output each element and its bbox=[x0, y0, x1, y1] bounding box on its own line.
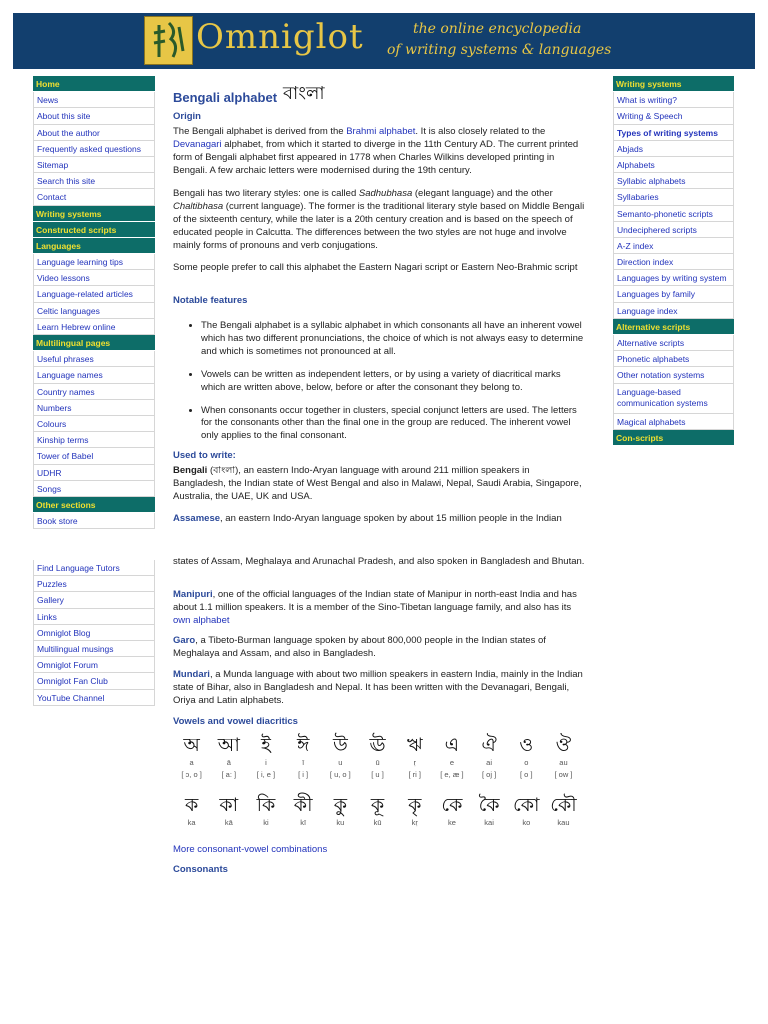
diacritic-cell bbox=[322, 795, 359, 829]
bengali-glyph: ঈ bbox=[296, 735, 310, 756]
bengali-glyph: কে bbox=[441, 795, 463, 816]
assamese-link[interactable]: Assamese bbox=[173, 513, 221, 524]
brahmi-alphabet-link[interactable]: Brahmi alphabet bbox=[346, 126, 416, 137]
transliteration: kai bbox=[484, 818, 494, 827]
tagline-line-1: the online encyclopedia bbox=[413, 21, 582, 37]
nav-item-search-this-site[interactable]: Search this site bbox=[33, 173, 155, 189]
nav-item-a-z-index[interactable]: A-Z index bbox=[613, 238, 734, 254]
nav-section-alternative-scripts[interactable]: Alternative scripts bbox=[613, 319, 734, 335]
ipa-pronunciation: [ u ] bbox=[371, 770, 384, 779]
nav-item-language-based-communication-systems[interactable]: Language-based communication systems bbox=[613, 384, 734, 414]
nav-item-about-this-site[interactable]: About this site bbox=[33, 108, 155, 124]
nav-item-find-language-tutors[interactable]: Find Language Tutors bbox=[33, 560, 155, 576]
site-name[interactable]: Omniglot bbox=[196, 17, 364, 57]
nav-item-celtic-languages[interactable]: Celtic languages bbox=[33, 303, 155, 319]
feature-item: • When consonants occur together in clusters, special conjunct letters are used. The letters for the consonants other than the final one in the group are reduced. The inherent vowel only applies to the final consonant. bbox=[201, 405, 585, 444]
tagline-line-2: of writing systems & languages bbox=[387, 42, 612, 58]
diacritic-cell bbox=[508, 795, 545, 829]
vowel-cell bbox=[545, 735, 582, 781]
ipa-pronunciation: [ u, o ] bbox=[329, 770, 351, 779]
bengali-glyph: এ bbox=[444, 735, 460, 756]
nav-item-useful-phrases[interactable]: Useful phrases bbox=[33, 351, 155, 367]
bengali-glyph: ই bbox=[261, 735, 271, 756]
nav-item-contact[interactable]: Contact bbox=[33, 189, 155, 205]
bengali-glyph: কৈ bbox=[478, 795, 500, 816]
garo-link[interactable]: Garo bbox=[173, 635, 196, 646]
nav-item-multilingual-musings[interactable]: Multilingual musings bbox=[33, 641, 155, 657]
nav-item-languages-by-family[interactable]: Languages by family bbox=[613, 286, 734, 302]
features-list bbox=[173, 320, 585, 453]
nav-item-kinship-terms[interactable]: Kinship terms bbox=[33, 432, 155, 448]
assamese-text-line-1: , an eastern Indo-Aryan language spoken by about 15 million people in the Indian bbox=[220, 513, 562, 524]
nav-item-frequently-asked-questions[interactable]: Frequently asked questions bbox=[33, 141, 155, 157]
transliteration: ū bbox=[375, 758, 380, 767]
nav-section-constructed-scripts[interactable]: Constructed scripts bbox=[33, 222, 155, 238]
ipa-pronunciation: [ o ] bbox=[520, 770, 533, 779]
transliteration: ī bbox=[302, 758, 305, 767]
nav-item-book-store[interactable]: Book store bbox=[33, 513, 155, 529]
nav-item-other-notation-systems[interactable]: Other notation systems bbox=[613, 367, 734, 383]
transliteration: kū bbox=[373, 818, 382, 827]
nav-item-puzzles[interactable]: Puzzles bbox=[33, 576, 155, 592]
diacritic-cell bbox=[285, 795, 322, 829]
transliteration: a bbox=[189, 758, 194, 767]
left-nav-primary bbox=[33, 76, 155, 529]
nav-item-what-is-writing[interactable]: What is writing? bbox=[613, 92, 734, 108]
transliteration: ke bbox=[447, 818, 456, 827]
nav-item-news[interactable]: News bbox=[33, 92, 155, 108]
diacritic-cell bbox=[471, 795, 508, 829]
bengali-glyph: কা bbox=[219, 795, 239, 816]
bengali-glyph: অ bbox=[183, 735, 200, 756]
bengali-glyph: কো bbox=[513, 795, 540, 816]
manipuri-text: , one of the official languages of the Indian state of Manipur in north-east India and has about 1.1 million speakers. It is a member of the Sino-Tibetan language family, and also has its bbox=[173, 589, 577, 613]
transliteration: u bbox=[338, 758, 343, 767]
bengali-glyph: কু bbox=[333, 795, 347, 816]
ipa-pronunciation: [ i ] bbox=[298, 770, 309, 779]
nav-item-writing-speech[interactable]: Writing & Speech bbox=[613, 108, 734, 124]
nav-item-undeciphered-scripts[interactable]: Undeciphered scripts bbox=[613, 222, 734, 238]
nav-item-learn-hebrew-online[interactable]: Learn Hebrew online bbox=[33, 319, 155, 335]
devanagari-link[interactable]: Devanagari bbox=[173, 138, 222, 150]
origin-paragraph-1 bbox=[173, 126, 585, 178]
bengali-glyph: ও bbox=[519, 735, 534, 756]
origin-heading: Origin bbox=[173, 111, 201, 122]
diacritic-cell bbox=[210, 795, 247, 829]
nav-item-youtube-channel[interactable]: YouTube Channel bbox=[33, 690, 155, 706]
site-banner[interactable] bbox=[13, 13, 755, 69]
nav-item-omniglot-forum[interactable]: Omniglot Forum bbox=[33, 657, 155, 673]
nav-item-links[interactable]: Links bbox=[33, 609, 155, 625]
transliteration: ko bbox=[522, 818, 531, 827]
nav-item-types-of-writing-systems[interactable]: Types of writing systems bbox=[613, 125, 734, 141]
nav-item-alphabets[interactable]: Alphabets bbox=[613, 157, 734, 173]
transliteration: ku bbox=[336, 818, 345, 827]
nav-item-phonetic-alphabets[interactable]: Phonetic alphabets bbox=[613, 351, 734, 367]
diacritic-cell bbox=[433, 795, 470, 829]
transliteration: ṛ bbox=[413, 758, 416, 767]
more-consonant-vowel-combinations-link[interactable]: More consonant-vowel combinations bbox=[173, 844, 328, 855]
ipa-pronunciation: [ a: ] bbox=[221, 770, 237, 779]
consonants-heading: Consonants bbox=[173, 864, 228, 875]
vowels-heading: Vowels and vowel diacritics bbox=[173, 716, 298, 727]
nav-section-other-sections[interactable]: Other sections bbox=[33, 497, 155, 513]
nav-item-languages-by-writing-system[interactable]: Languages by writing system bbox=[613, 270, 734, 286]
vowel-cell bbox=[322, 735, 359, 781]
nav-section-writing-systems[interactable]: Writing systems bbox=[33, 206, 155, 222]
ipa-pronunciation: [ ri ] bbox=[408, 770, 421, 779]
nav-item-alternative-scripts[interactable]: Alternative scripts bbox=[613, 335, 734, 351]
origin-p1-text-c: alphabet, from which it started to diverge in the 11th Century AD. The current printed form of Bengali alphabet first appeared in 1778 when Charles Wilkins developed printing in Bengali. A few archaic letters were modernised during the 19th century. bbox=[173, 138, 579, 176]
nav-section-home[interactable]: Home bbox=[33, 76, 155, 92]
nav-item-tower-of-babel[interactable]: Tower of Babel bbox=[33, 448, 155, 464]
nav-item-omniglot-fan-club[interactable]: Omniglot Fan Club bbox=[33, 673, 155, 689]
nav-item-language-names[interactable]: Language names bbox=[33, 367, 155, 383]
bengali-language-entry bbox=[173, 465, 585, 504]
ipa-pronunciation: [ ɔ, o ] bbox=[181, 770, 202, 779]
page-title-text: Bengali alphabet bbox=[173, 90, 278, 105]
bengali-glyph: আ bbox=[217, 735, 240, 756]
transliteration: ka bbox=[187, 818, 196, 827]
origin-p2-text-a: Bengali has two literary styles: one is called bbox=[173, 188, 359, 199]
nav-item-syllabic-alphabets[interactable]: Syllabic alphabets bbox=[613, 173, 734, 189]
origin-p2-text-b: (elegant language) and the other bbox=[412, 188, 553, 199]
diacritic-cell bbox=[359, 795, 396, 829]
site-tagline bbox=[387, 19, 611, 61]
diacritic-cell bbox=[247, 795, 284, 829]
ipa-pronunciation: [ e, æ ] bbox=[440, 770, 464, 779]
garo-language-entry bbox=[173, 635, 585, 661]
bengali-glyph: ক bbox=[184, 795, 199, 816]
transliteration: au bbox=[559, 758, 568, 767]
diacritic-cell bbox=[396, 795, 433, 829]
transliteration: kau bbox=[557, 818, 570, 827]
garo-text: , a Tibeto-Burman language spoken by about 800,000 people in the Indian states of Meghalaya and Assam, and also in Bangladesh. bbox=[173, 635, 546, 659]
nav-item-language-learning-tips[interactable]: Language learning tips bbox=[33, 254, 155, 270]
origin-paragraph-3: Some people prefer to call this alphabet the Eastern Nagari script or Eastern Neo-Brahmic script bbox=[173, 262, 578, 273]
vowel-cell bbox=[285, 735, 322, 781]
manipuri-language-entry bbox=[173, 589, 585, 628]
bengali-glyph: কৌ bbox=[550, 795, 577, 816]
vowel-cell bbox=[396, 735, 433, 781]
origin-p1-text-a: The Bengali alphabet is derived from the bbox=[173, 126, 347, 137]
transliteration: ai bbox=[486, 758, 493, 767]
transliteration: o bbox=[524, 758, 529, 767]
ipa-pronunciation: [ i, e ] bbox=[256, 770, 276, 779]
nav-item-numbers[interactable]: Numbers bbox=[33, 400, 155, 416]
vowel-cell bbox=[359, 735, 396, 781]
left-nav-secondary bbox=[33, 560, 155, 706]
transliteration: ki bbox=[263, 818, 269, 827]
nav-section-writing-systems[interactable]: Writing systems bbox=[613, 76, 734, 92]
mundari-text: , a Munda language with about two million speakers in eastern India, mainly in the Indian state of Bihar, also in Bangladesh and Nepal. It has been written with the Devanagari, Bengali, Oriya and Latin alphabets. bbox=[173, 669, 583, 706]
mundari-link[interactable]: Mundari bbox=[173, 669, 210, 680]
nav-section-con-scripts[interactable]: Con-scripts bbox=[613, 430, 734, 446]
nav-item-country-names[interactable]: Country names bbox=[33, 384, 155, 400]
bengali-language-name: Bengali bbox=[173, 465, 208, 476]
page-title bbox=[173, 82, 325, 113]
vowel-cell bbox=[173, 735, 210, 781]
diacritic-table-row bbox=[173, 795, 583, 829]
nav-item-direction-index[interactable]: Direction index bbox=[613, 254, 734, 270]
vowel-cell bbox=[471, 735, 508, 781]
assamese-language-entry bbox=[173, 513, 585, 526]
features-heading: Notable features bbox=[173, 295, 248, 306]
transliteration: i bbox=[265, 758, 267, 767]
feature-item: • Vowels can be written as independent letters, or by using a variety of diacritical marks which are written above, below, before or after the consonant they belong to. bbox=[201, 369, 585, 395]
nav-item-language-related-articles[interactable]: Language-related articles bbox=[33, 286, 155, 302]
ipa-pronunciation: [ oj ] bbox=[482, 770, 497, 779]
nav-item-songs[interactable]: Songs bbox=[33, 481, 155, 497]
nav-item-sitemap[interactable]: Sitemap bbox=[33, 157, 155, 173]
sadhubhasa-term: Sadhubhasa bbox=[358, 188, 413, 199]
nav-item-magical-alphabets[interactable]: Magical alphabets bbox=[613, 414, 734, 430]
nav-item-abjads[interactable]: Abjads bbox=[613, 141, 734, 157]
vowel-cell bbox=[247, 735, 284, 781]
nav-item-language-index[interactable]: Language index bbox=[613, 303, 734, 319]
vowel-table-row bbox=[173, 735, 583, 781]
diacritic-cell bbox=[173, 795, 210, 829]
page-title-native: বাংলা bbox=[283, 83, 325, 103]
bengali-glyph: ঊ bbox=[369, 735, 386, 756]
omniglot-logo-icon bbox=[144, 16, 193, 65]
bengali-glyph: উ bbox=[332, 735, 348, 756]
nav-section-languages[interactable]: Languages bbox=[33, 238, 155, 254]
nav-item-about-the-author[interactable]: About the author bbox=[33, 125, 155, 141]
vowel-cell bbox=[508, 735, 545, 781]
bengali-glyph: কী bbox=[293, 795, 313, 816]
origin-p2-text-c: (current language). The former is the traditional literary style based on Middle Bengali of the sixteenth century, while the later is a 20th century creation and is based on the speech of educated people in Calcutta. The differences between the two styles are not huge and involve mainly forms of pronouns and verb conjugations. bbox=[173, 200, 585, 251]
nav-item-semanto-phonetic-scripts[interactable]: Semanto-phonetic scripts bbox=[613, 206, 734, 222]
diacritic-cell bbox=[545, 795, 582, 829]
chaltibhasa-term: Chaltibhasa bbox=[173, 200, 224, 212]
origin-paragraph-2 bbox=[173, 188, 585, 253]
bengali-glyph: ঋ bbox=[406, 735, 423, 756]
used-to-write-heading: Used to write: bbox=[173, 450, 236, 461]
nav-item-video-lessons[interactable]: Video lessons bbox=[33, 270, 155, 286]
manipuri-link[interactable]: Manipuri bbox=[173, 589, 213, 600]
nav-item-omniglot-blog[interactable]: Omniglot Blog bbox=[33, 625, 155, 641]
own-alphabet-link[interactable]: own alphabet bbox=[173, 614, 230, 626]
nav-item-gallery[interactable]: Gallery bbox=[33, 592, 155, 608]
bengali-glyph: ঐ bbox=[481, 735, 497, 756]
transliteration: ā bbox=[226, 758, 231, 767]
nav-item-colours[interactable]: Colours bbox=[33, 416, 155, 432]
nav-item-syllabaries[interactable]: Syllabaries bbox=[613, 189, 734, 205]
mundari-language-entry bbox=[173, 669, 585, 708]
bengali-glyph: কূ bbox=[370, 795, 385, 816]
bengali-glyph: কি bbox=[256, 795, 276, 816]
bengali-language-text: (বাংলা), an eastern Indo-Aryan language with around 211 million speakers in Bangladesh, the Indian state of West Bengal and also in Malawi, Nepal, Saudi Arabia, Singapore, Australia, the UAE, UK and USA. bbox=[173, 465, 582, 502]
transliteration: e bbox=[449, 758, 454, 767]
bengali-glyph: ঔ bbox=[555, 735, 572, 756]
vowel-cell bbox=[433, 735, 470, 781]
ipa-pronunciation: [ ow ] bbox=[554, 770, 573, 779]
nav-section-multilingual-pages[interactable]: Multilingual pages bbox=[33, 335, 155, 351]
right-nav bbox=[613, 76, 734, 446]
transliteration: kṛ bbox=[411, 818, 418, 827]
nav-item-udhr[interactable]: UDHR bbox=[33, 465, 155, 481]
transliteration: kī bbox=[300, 818, 307, 827]
bengali-glyph: কৃ bbox=[408, 795, 422, 816]
assamese-language-entry-continued: states of Assam, Meghalaya and Arunachal Pradesh, and also spoken in Bangladesh and Bhutan. bbox=[173, 556, 585, 567]
transliteration: kā bbox=[224, 818, 233, 827]
vowel-cell bbox=[210, 735, 247, 781]
origin-p1-text-b: . It is also closely related to the bbox=[415, 126, 546, 137]
feature-item: • The Bengali alphabet is a syllabic alphabet in which consonants all have an inherent vowel which has two different pronunciations, the choice of which is not always easy to determine and which is sometimes not pronounced at all. bbox=[201, 320, 585, 359]
